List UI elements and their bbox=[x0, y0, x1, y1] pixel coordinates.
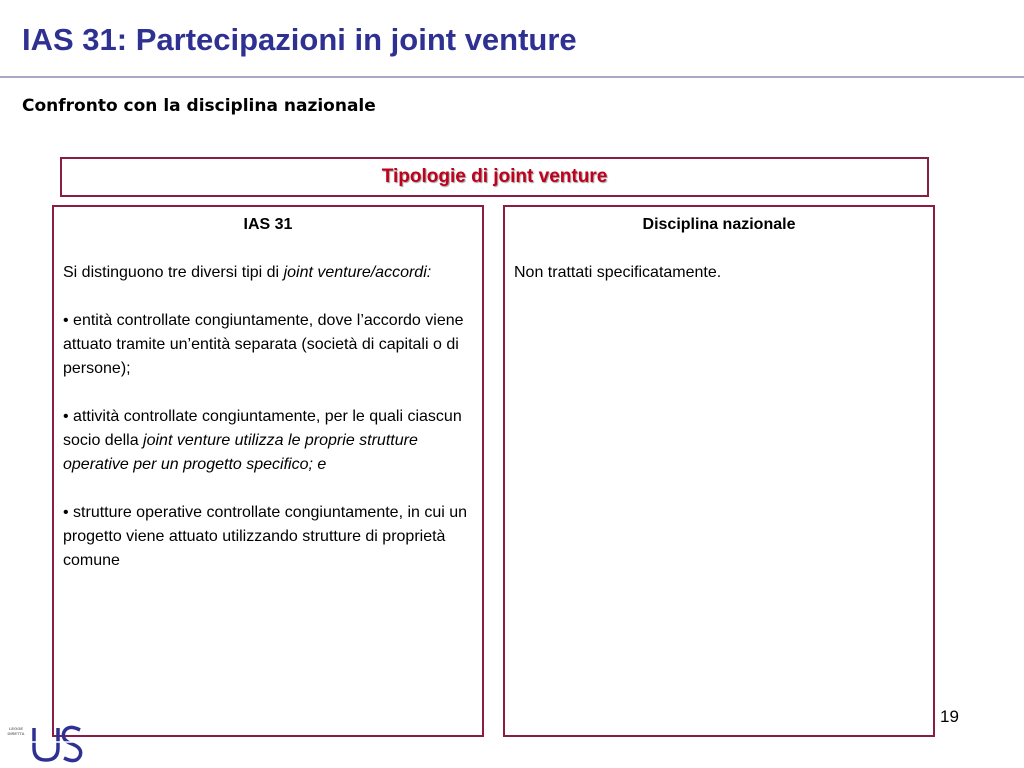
section-title-box bbox=[60, 157, 929, 197]
logo-small-text: LEGGE DIRETTA bbox=[7, 726, 25, 736]
ias-31-intro-italic: joint venture/accordi: bbox=[283, 264, 432, 281]
page-number: 19 bbox=[940, 707, 959, 726]
ias-31-intro bbox=[63, 261, 473, 285]
ias-31-bullet-attivita-italic: joint venture utilizza le proprie strutture operative per un progetto specifico; e bbox=[63, 432, 418, 473]
ias-31-bullet-entita: • entità controllate congiuntamente, dove l’accordo viene attuato tramite un’entità separata (società di capitali o di persone); bbox=[63, 312, 464, 377]
ias-31-bullet-attivita bbox=[63, 405, 473, 477]
disciplina-nazionale-panel bbox=[503, 205, 935, 737]
disciplina-nazionale-header: Disciplina nazionale bbox=[642, 216, 796, 233]
ias-31-intro-text: Si distinguono tre diversi tipi di bbox=[63, 264, 284, 281]
slide-title: IAS 31: Partecipazioni in joint venture bbox=[22, 22, 577, 57]
section-title: Tipologie di joint venture bbox=[381, 166, 608, 187]
logo-mark bbox=[28, 718, 92, 766]
university-logo-icon bbox=[4, 718, 94, 766]
ias-31-header: IAS 31 bbox=[243, 216, 293, 233]
slide-subtitle: Confronto con la disciplina nazionale bbox=[22, 96, 376, 116]
disciplina-nazionale-text: Non trattati specificatamente. bbox=[514, 264, 722, 281]
ias-31-bullet-strutture: • strutture operative controllate congiuntamente, in cui un progetto viene attuato utilizzando strutture di proprietà comune bbox=[63, 504, 468, 569]
title-divider bbox=[0, 76, 1024, 78]
ias-31-bullet-attivita-text: • attività controllate congiuntamente, per le quali ciascun socio della bbox=[63, 408, 462, 449]
ias-31-panel bbox=[52, 205, 484, 737]
